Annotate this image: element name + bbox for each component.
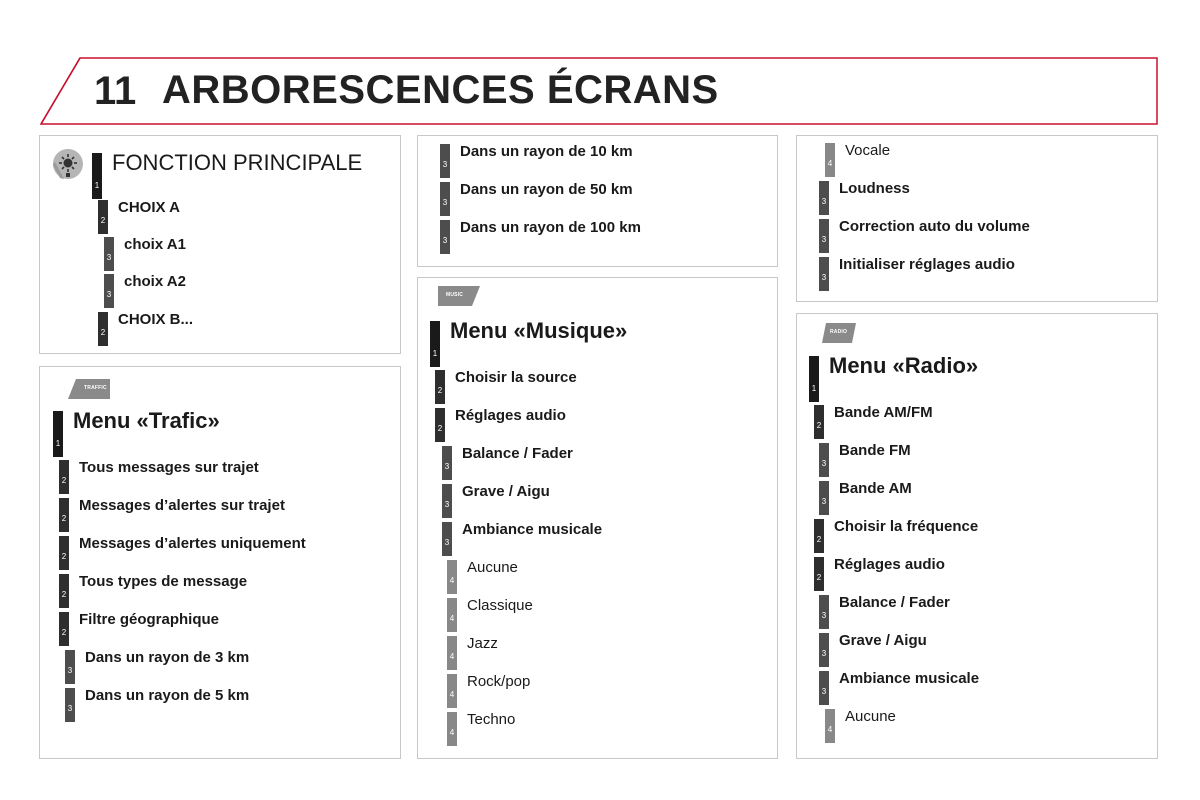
item-label: Dans un rayon de 5 km bbox=[85, 687, 250, 704]
level-marker: 2 bbox=[435, 370, 445, 404]
level-marker: 3 bbox=[104, 237, 114, 271]
level-marker: 3 bbox=[442, 446, 452, 480]
item-label: Réglages audio bbox=[455, 407, 566, 424]
chapter-header bbox=[40, 57, 1158, 125]
level-marker: 2 bbox=[814, 557, 824, 591]
level-marker: 4 bbox=[825, 709, 835, 743]
item-label: Jazz bbox=[467, 635, 498, 652]
level-marker: 2 bbox=[435, 408, 445, 442]
level-marker: 3 bbox=[819, 443, 829, 477]
level-marker: 4 bbox=[447, 560, 457, 594]
level-marker: 4 bbox=[447, 636, 457, 670]
item-label: Aucune bbox=[845, 708, 896, 725]
item-label: Balance / Fader bbox=[462, 445, 573, 462]
item-label: Dans un rayon de 100 km bbox=[460, 219, 641, 236]
music-tag: MUSIC bbox=[438, 286, 480, 306]
level-marker: 1 bbox=[809, 356, 819, 402]
item-label: Réglages audio bbox=[834, 556, 945, 573]
level-marker: 4 bbox=[825, 143, 835, 177]
level-marker: 4 bbox=[447, 598, 457, 632]
item-label: Grave / Aigu bbox=[839, 632, 927, 649]
item-label: Bande AM bbox=[839, 480, 912, 497]
level-marker: 3 bbox=[819, 219, 829, 253]
level-marker: 3 bbox=[65, 650, 75, 684]
music-panel bbox=[417, 277, 778, 759]
level-marker: 2 bbox=[814, 519, 824, 553]
item-label: choix A1 bbox=[124, 236, 186, 253]
level-marker: 2 bbox=[98, 312, 108, 346]
level-marker: 2 bbox=[59, 574, 69, 608]
item-label: Aucune bbox=[467, 559, 518, 576]
page-title: ARBORESCENCES ÉCRANS bbox=[162, 68, 719, 112]
level-marker: 3 bbox=[819, 181, 829, 215]
level-marker: 1 bbox=[430, 321, 440, 367]
item-label: Ambiance musicale bbox=[839, 670, 980, 687]
level-marker: 3 bbox=[819, 671, 829, 705]
item-label: Rock/pop bbox=[467, 673, 531, 690]
level-marker: 4 bbox=[447, 674, 457, 708]
item-label: Techno bbox=[467, 711, 516, 728]
item-label: Correction auto du volume bbox=[839, 218, 1030, 235]
legend-panel bbox=[39, 135, 401, 354]
traffic-panel bbox=[39, 366, 401, 759]
item-label: Balance / Fader bbox=[839, 594, 950, 611]
level-marker: 2 bbox=[814, 405, 824, 439]
item-label: Ambiance musicale bbox=[462, 521, 603, 538]
item-label: Dans un rayon de 50 km bbox=[460, 181, 633, 198]
level-marker: 3 bbox=[65, 688, 75, 722]
item-label: Choisir la source bbox=[455, 369, 577, 386]
item-label: Initialiser réglages audio bbox=[839, 256, 1015, 273]
item-label: Bande FM bbox=[839, 442, 911, 459]
traffic-tag: TRAFFIC bbox=[68, 379, 110, 399]
level-marker: 1 bbox=[53, 411, 63, 457]
level-marker: 3 bbox=[440, 182, 450, 216]
item-label: Menu «Trafic» bbox=[73, 408, 220, 433]
level-marker: 2 bbox=[59, 612, 69, 646]
item-label: Loudness bbox=[839, 180, 910, 197]
item-label: FONCTION PRINCIPALE bbox=[112, 150, 363, 175]
display-settings-icon bbox=[52, 148, 84, 180]
item-label: Vocale bbox=[845, 142, 891, 159]
level-marker: 4 bbox=[447, 712, 457, 746]
level-marker: 3 bbox=[819, 595, 829, 629]
item-label: Menu «Radio» bbox=[829, 353, 979, 378]
item-label: Messages d’alertes sur trajet bbox=[79, 497, 285, 514]
chapter-number: 11 bbox=[94, 69, 137, 113]
level-marker: 3 bbox=[440, 220, 450, 254]
item-label: Tous types de message bbox=[79, 573, 248, 590]
item-label: CHOIX B... bbox=[118, 311, 194, 328]
item-label: Choisir la fréquence bbox=[834, 518, 979, 535]
item-label: Dans un rayon de 3 km bbox=[85, 649, 250, 666]
level-marker: 3 bbox=[440, 144, 450, 178]
radio-tag: RADIO bbox=[822, 323, 856, 343]
level-marker: 2 bbox=[98, 200, 108, 234]
level-marker: 3 bbox=[819, 633, 829, 667]
item-label: Filtre géographique bbox=[79, 611, 220, 628]
level-marker: 3 bbox=[819, 481, 829, 515]
item-label: CHOIX A bbox=[118, 199, 180, 216]
item-label: Grave / Aigu bbox=[462, 483, 550, 500]
item-label: Tous messages sur trajet bbox=[79, 459, 259, 476]
item-label: Messages d’alertes uniquement bbox=[79, 535, 306, 552]
level-marker: 2 bbox=[59, 460, 69, 494]
item-label: choix A2 bbox=[124, 273, 186, 290]
item-label: Menu «Musique» bbox=[450, 318, 628, 343]
traffic-cont-panel bbox=[417, 135, 778, 267]
level-marker: 2 bbox=[59, 498, 69, 532]
level-marker: 3 bbox=[442, 522, 452, 556]
level-marker: 1 bbox=[92, 153, 102, 199]
music-cont-panel bbox=[796, 135, 1158, 302]
radio-panel bbox=[796, 313, 1158, 759]
level-marker: 2 bbox=[59, 536, 69, 570]
item-label: Bande AM/FM bbox=[834, 404, 933, 421]
item-label: Classique bbox=[467, 597, 533, 614]
level-marker: 3 bbox=[104, 274, 114, 308]
level-marker: 3 bbox=[819, 257, 829, 291]
item-label: Dans un rayon de 10 km bbox=[460, 143, 633, 160]
level-marker: 3 bbox=[442, 484, 452, 518]
